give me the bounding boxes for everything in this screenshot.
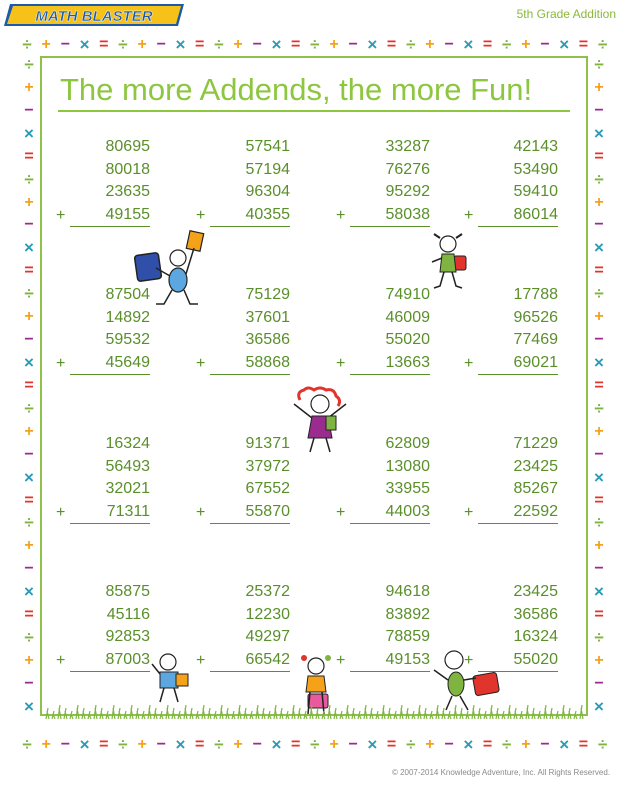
border-symbol: + <box>329 736 339 753</box>
addend: 71229 <box>513 435 558 452</box>
plus-sign: + <box>336 651 346 669</box>
addition-problem <box>336 284 430 375</box>
border-symbol: + <box>41 736 51 753</box>
border-symbol: − <box>24 331 34 349</box>
border-symbol: + <box>233 36 243 53</box>
plus-sign: + <box>464 354 474 372</box>
border-symbol: ÷ <box>24 513 34 533</box>
copyright-text: © 2007-2014 Knowledge Adventure, Inc. All Rights Reserved. <box>391 768 610 777</box>
addend: 59410 <box>513 183 558 200</box>
border-symbol: × <box>24 467 34 487</box>
plus-sign: + <box>196 354 206 372</box>
addend: 12230 <box>245 605 290 623</box>
addend: 57194 <box>245 160 290 178</box>
border-symbol: − <box>24 445 34 463</box>
border-symbol: = <box>594 491 604 509</box>
border-symbol: − <box>594 674 604 692</box>
addend: 33955 <box>385 480 430 497</box>
plus-sign: + <box>336 206 346 224</box>
border-symbol: − <box>540 736 550 753</box>
border-symbol: = <box>578 36 589 53</box>
addend: 49297 <box>245 628 290 645</box>
border-symbol: + <box>24 651 34 669</box>
border-symbol: ÷ <box>594 398 604 418</box>
border-symbol: + <box>521 36 531 53</box>
addend-last: 69021 <box>478 352 558 376</box>
addend-last: 22592 <box>478 501 558 525</box>
border-symbol: = <box>594 147 604 165</box>
addend: 55020 <box>385 331 430 348</box>
plus-sign: + <box>464 503 474 521</box>
border-symbol: = <box>24 262 34 280</box>
border-symbol: ÷ <box>594 55 604 74</box>
border-symbol: ÷ <box>24 398 34 418</box>
border-symbol: × <box>79 35 90 54</box>
border-symbol: + <box>137 36 147 53</box>
svg-text:MATH BLASTER: MATH BLASTER <box>35 8 153 25</box>
addend: 83892 <box>385 605 430 623</box>
plus-sign: + <box>56 206 66 224</box>
border-symbol: × <box>367 735 378 754</box>
addend-last: 40355 <box>210 204 290 228</box>
addend: 76276 <box>385 160 430 178</box>
border-symbol: + <box>594 78 604 96</box>
border-symbol: = <box>99 736 109 753</box>
grass-icon <box>44 704 584 720</box>
border-symbol: − <box>594 101 604 119</box>
border-symbol: − <box>156 736 166 753</box>
border-symbol: ÷ <box>24 284 34 304</box>
addition-problem <box>196 433 290 524</box>
border-symbol: + <box>594 422 604 440</box>
border-symbol: ÷ <box>597 35 608 54</box>
border-symbol: ÷ <box>24 628 34 648</box>
border-symbol: − <box>444 736 454 753</box>
border-symbol: − <box>60 736 71 753</box>
title-underline <box>58 110 570 112</box>
border-symbol: = <box>386 736 397 753</box>
border-symbol: = <box>24 606 34 624</box>
addend: 45116 <box>106 605 150 623</box>
addend: 36586 <box>245 331 290 348</box>
addend: 85267 <box>513 480 558 497</box>
addend-last: 86014 <box>478 204 558 228</box>
border-symbol: + <box>594 651 604 669</box>
border-symbol: + <box>425 36 435 53</box>
border-symbol: + <box>24 78 34 96</box>
border-symbol: = <box>99 36 109 53</box>
border-symbol: − <box>252 36 262 53</box>
border-symbol: − <box>24 560 34 578</box>
border-symbol: ÷ <box>594 284 604 304</box>
border-symbol: + <box>24 193 34 211</box>
addend: 14892 <box>105 308 150 326</box>
border-symbol: = <box>594 606 604 624</box>
addend: 92853 <box>105 628 150 645</box>
border-symbol: + <box>521 736 531 753</box>
addend: 37972 <box>245 457 290 475</box>
addend: 85875 <box>105 583 150 600</box>
addition-problem <box>56 136 150 227</box>
border-symbol: × <box>594 352 604 372</box>
border-symbol: × <box>271 735 282 754</box>
border-symbol: ÷ <box>597 735 608 754</box>
addend: 56493 <box>105 457 150 475</box>
girl-with-backpack-icon <box>428 232 474 296</box>
addend: 37601 <box>245 308 290 326</box>
border-symbol: − <box>252 736 262 753</box>
border-symbol: × <box>24 352 34 372</box>
border-symbol: = <box>195 736 205 753</box>
addend: 42143 <box>513 138 558 155</box>
addend: 96526 <box>513 308 558 326</box>
addend-last: 58868 <box>210 352 290 376</box>
addend: 78859 <box>385 628 430 645</box>
addend: 77469 <box>513 331 558 348</box>
border-symbol: ÷ <box>502 735 512 754</box>
border-symbol: = <box>594 376 604 394</box>
border-symbol: × <box>594 467 604 487</box>
border-symbol: = <box>195 36 205 53</box>
border-symbol: = <box>386 36 397 53</box>
addition-problem <box>464 284 558 375</box>
plus-sign: + <box>464 206 474 224</box>
border-symbol: × <box>24 696 34 716</box>
border-symbol: × <box>559 35 570 54</box>
border-symbol: × <box>463 35 474 54</box>
addend: 80695 <box>105 138 150 155</box>
addend: 67552 <box>245 480 290 497</box>
border-symbol: ÷ <box>406 735 416 754</box>
plus-sign: + <box>56 503 66 521</box>
addend: 32021 <box>105 480 150 497</box>
border-symbol: + <box>425 736 435 753</box>
border-symbol: = <box>24 491 34 509</box>
addition-problem <box>464 136 558 227</box>
addend: 23425 <box>513 457 558 475</box>
border-symbol: + <box>594 193 604 211</box>
plus-sign: + <box>464 651 474 669</box>
border-right <box>590 56 608 716</box>
border-symbol: × <box>175 735 186 754</box>
border-symbol: − <box>348 736 358 753</box>
border-symbol: ÷ <box>24 169 34 189</box>
plus-sign: + <box>196 651 206 669</box>
border-symbol: ÷ <box>214 35 224 54</box>
math-blaster-logo <box>4 3 186 27</box>
addend-last: 71311 <box>70 501 150 525</box>
addend: 46009 <box>385 308 430 326</box>
addend: 33287 <box>385 138 430 155</box>
border-symbol: ÷ <box>310 735 320 754</box>
border-symbol: − <box>348 36 358 53</box>
addend: 23635 <box>105 183 150 200</box>
border-symbol: − <box>540 36 550 53</box>
border-symbol: ÷ <box>594 513 604 533</box>
border-symbol: − <box>24 101 34 119</box>
page-title: The more Addends, the more Fun! <box>60 72 533 107</box>
border-symbol: = <box>290 736 301 753</box>
border-symbol: ÷ <box>118 35 128 54</box>
plus-sign: + <box>196 206 206 224</box>
addend: 96304 <box>245 183 290 200</box>
border-symbol: ÷ <box>594 628 604 648</box>
border-symbol: × <box>175 35 186 54</box>
addend: 59532 <box>105 331 150 348</box>
border-symbol: ÷ <box>502 35 512 54</box>
border-symbol: − <box>594 216 604 234</box>
border-symbol: = <box>290 36 301 53</box>
boy-with-backpack-icon <box>150 652 194 704</box>
addend: 94618 <box>385 583 430 600</box>
addend: 75129 <box>245 286 290 303</box>
addend: 74910 <box>385 286 430 303</box>
addition-problem <box>196 284 290 375</box>
addition-problem <box>56 581 150 672</box>
border-symbol: + <box>24 308 34 326</box>
border-symbol: − <box>60 36 71 53</box>
addend-last: 49153 <box>350 649 430 673</box>
addend-last: 66542 <box>210 649 290 673</box>
addend: 80018 <box>105 160 150 178</box>
border-symbol: − <box>594 445 604 463</box>
border-symbol: ÷ <box>22 35 32 54</box>
border-symbol: + <box>329 36 339 53</box>
addend-last: 49155 <box>70 204 150 228</box>
border-top <box>18 36 612 54</box>
border-symbol: ÷ <box>214 735 224 754</box>
border-symbol: − <box>156 36 166 53</box>
addend: 57541 <box>245 138 290 155</box>
addend: 25372 <box>245 583 290 600</box>
border-symbol: × <box>559 735 570 754</box>
border-symbol: + <box>594 308 604 326</box>
addend-last: 44003 <box>350 501 430 525</box>
addend: 62809 <box>385 435 430 452</box>
border-symbol: × <box>594 582 604 602</box>
border-symbol: ÷ <box>594 169 604 189</box>
border-symbol: × <box>24 582 34 602</box>
border-symbol: = <box>24 376 34 394</box>
border-symbol: − <box>594 331 604 349</box>
addend-last: 45649 <box>70 352 150 376</box>
addend: 17788 <box>513 286 558 303</box>
border-symbol: = <box>594 262 604 280</box>
addition-problem <box>196 581 290 672</box>
border-symbol: + <box>594 537 604 555</box>
border-symbol: = <box>24 147 34 165</box>
addend: 16324 <box>105 435 150 452</box>
kid-with-books-icon <box>134 228 220 308</box>
border-symbol: × <box>24 238 34 258</box>
border-symbol: × <box>594 123 604 143</box>
border-symbol: + <box>233 736 243 753</box>
border-symbol: × <box>367 35 378 54</box>
girl-jumping-icon <box>286 386 356 458</box>
addend: 16324 <box>513 628 558 645</box>
border-symbol: = <box>482 36 493 53</box>
border-symbol: × <box>271 35 282 54</box>
border-symbol: × <box>463 735 474 754</box>
border-symbol: = <box>482 736 493 753</box>
addend: 87504 <box>105 286 150 303</box>
border-symbol: × <box>24 123 34 143</box>
border-symbol: + <box>41 36 51 53</box>
border-bottom <box>18 736 612 754</box>
addend: 13080 <box>385 457 430 475</box>
border-symbol: ÷ <box>118 735 128 754</box>
border-symbol: = <box>578 736 589 753</box>
addition-problem <box>56 433 150 524</box>
addition-problem <box>336 136 430 227</box>
addition-problem <box>196 136 290 227</box>
addend-last: 13663 <box>350 352 430 376</box>
plus-sign: + <box>336 503 346 521</box>
border-symbol: ÷ <box>310 35 320 54</box>
addend: 23425 <box>513 583 558 600</box>
border-symbol: × <box>79 735 90 754</box>
border-symbol: × <box>594 238 604 258</box>
border-symbol: − <box>24 674 34 692</box>
addend: 95292 <box>385 183 430 200</box>
grade-label: 5th Grade Addition <box>516 7 616 21</box>
addend-last: 58038 <box>350 204 430 228</box>
plus-sign: + <box>336 354 346 372</box>
border-symbol: − <box>24 216 34 234</box>
border-symbol: × <box>594 696 604 716</box>
border-symbol: ÷ <box>24 55 34 74</box>
addend-last: 55870 <box>210 501 290 525</box>
border-symbol: ÷ <box>406 35 416 54</box>
addition-problem <box>336 433 430 524</box>
border-symbol: + <box>24 422 34 440</box>
border-symbol: − <box>594 560 604 578</box>
addition-problem <box>464 433 558 524</box>
border-symbol: ÷ <box>22 735 32 754</box>
addend-last: 87003 <box>70 649 150 673</box>
border-symbol: + <box>24 537 34 555</box>
border-left <box>20 56 38 716</box>
plus-sign: + <box>56 651 66 669</box>
plus-sign: + <box>196 503 206 521</box>
addend-last: 55020 <box>478 649 558 673</box>
addend: 91371 <box>245 435 290 452</box>
border-symbol: − <box>444 36 454 53</box>
addend: 36586 <box>513 605 558 623</box>
border-symbol: + <box>137 736 147 753</box>
addition-problem <box>336 581 430 672</box>
plus-sign: + <box>56 354 66 372</box>
addend: 53490 <box>513 160 558 178</box>
